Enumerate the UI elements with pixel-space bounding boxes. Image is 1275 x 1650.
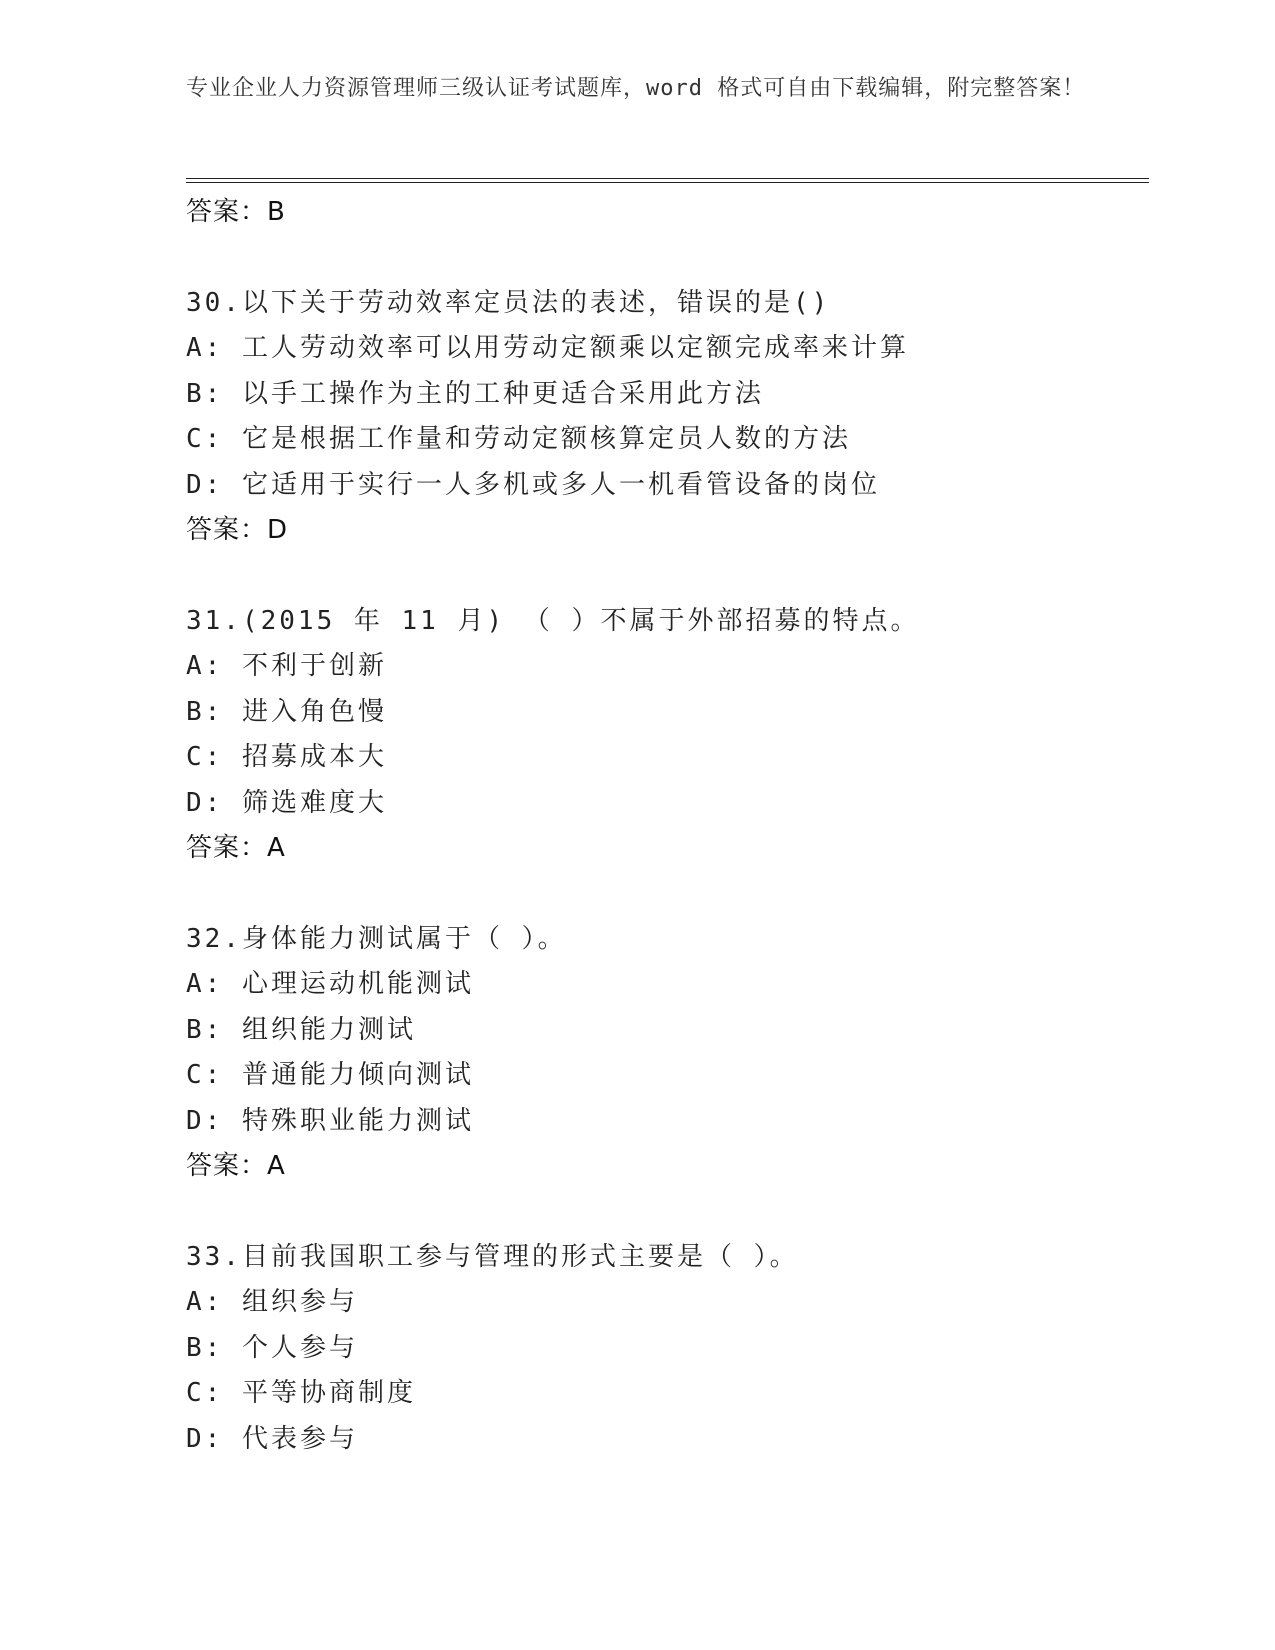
option-d: D: 筛选难度大 <box>186 787 387 818</box>
question-31: 31.(2015 年 11 月) （ ）不属于外部招募的特点。 <box>186 605 920 636</box>
question-list <box>186 190 1146 1462</box>
option-c: C: 招募成本大 <box>186 742 387 772</box>
option-a: A: 工人劳动效率可以用劳动定额乘以定额完成率来计算 <box>186 333 909 363</box>
option-c: C: 平等协商制度 <box>186 1378 416 1408</box>
option-b: B: 个人参与 <box>186 1332 358 1363</box>
answer-label: 答案：B <box>186 197 286 227</box>
answer-label: 答案：A <box>186 1151 286 1181</box>
header-rule-bottom <box>186 182 1149 183</box>
question-33: 33.目前我国职工参与管理的形式主要是（ ）。 <box>186 1241 799 1272</box>
option-b: B: 以手工操作为主的工种更适合采用此方法 <box>186 378 764 409</box>
option-d: D: 特殊职业能力测试 <box>186 1105 474 1136</box>
question-30: 30.以下关于劳动效率定员法的表述，错误的是() <box>186 287 831 318</box>
option-c: C: 它是根据工作量和劳动定额核算定员人数的方法 <box>186 424 851 454</box>
option-a: A: 组织参与 <box>186 1287 358 1317</box>
spacer <box>186 872 1146 917</box>
question-32: 32.身体能力测试属于（ ）。 <box>186 923 567 954</box>
option-a: A: 心理运动机能测试 <box>186 969 474 999</box>
document-header: 专业企业人力资源管理师三级认证考试题库，word 格式可自由下载编辑，附完整答案！ <box>186 76 1086 101</box>
option-d: D: 它适用于实行一人多机或多人一机看管设备的岗位 <box>186 469 880 500</box>
spacer <box>186 1190 1146 1235</box>
header-rule-top <box>186 178 1149 179</box>
answer-label: 答案：D <box>186 515 289 545</box>
option-a: A: 不利于创新 <box>186 651 387 681</box>
spacer <box>186 554 1146 599</box>
option-b: B: 进入角色慢 <box>186 696 387 727</box>
spacer <box>186 236 1146 281</box>
option-d: D: 代表参与 <box>186 1423 358 1454</box>
answer-label: 答案：A <box>186 833 286 863</box>
option-b: B: 组织能力测试 <box>186 1014 416 1045</box>
option-c: C: 普通能力倾向测试 <box>186 1060 474 1090</box>
